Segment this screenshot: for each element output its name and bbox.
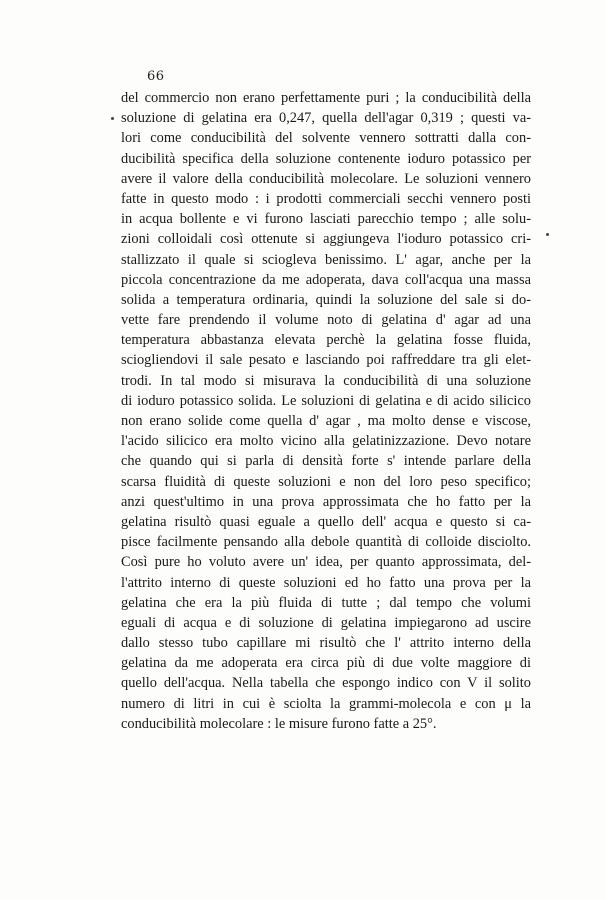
text-line: soluzione di gelatina era 0,247, quella dell'agar 0,319 ; questi va- [121,110,531,127]
text-line: gelatina che era la più fluida di tutte ; dal tempo che volumi [121,594,531,611]
text-line: pisce facilmente pensando alla debole quantità di colloide disciolto. [121,534,531,551]
text-line: anzi quest'ultimo in una prova approssimata che ho fatto per la [121,493,531,510]
text-line: di ioduro potassico solida. Le soluzioni di gelatina e di acido silicico [121,392,531,409]
text-line: che quando qui si parla di densità forte s' intende parlare della [121,453,531,470]
text-line: ducibilità specifica della soluzione contenente ioduro potassico per [121,150,531,167]
text-line: solida a temperatura ordinaria, quindi la soluzione del sale si do- [121,291,531,308]
ink-speck [111,117,114,120]
text-line: zioni colloidali così ottenute si aggiungeva l'ioduro potassico cri- [121,231,531,248]
text-line: quello dell'acqua. Nella tabella che espongo indico con V il solito [121,675,531,692]
body-paragraph [121,88,531,734]
text-line: non erano solide come quella d' agar , ma molto dense e viscose, [121,413,531,429]
text-line: gelatina risultò quasi eguale a quello dell' acqua e questo si ca- [121,513,531,530]
text-line: temperatura abbastanza elevata perchè la gelatina fosse fluida, [121,332,531,349]
text-line: l'attrito interno di queste soluzioni ed ho fatto una prova per la [121,574,531,591]
text-line: dallo stesso tubo capillare mi risultò che l' attrito interno della [121,635,531,652]
text-line: lori come conducibilità del solvente vennero sottratti dalla con- [121,130,531,147]
text-line: conducibilità molecolare : le misure furono fatte a 25°. [121,715,437,732]
page-number: 66 [147,69,165,84]
ink-speck [546,233,549,236]
text-line: in acqua bollente e vi furono lasciati parecchio tempo ; alle solu- [121,211,531,228]
text-line: eguali di acqua e di soluzione di gelatina impiegarono ad uscire [121,614,531,631]
text-line: l'acido silicico era molto vicino alla gelatinizzazione. Devo notare [121,433,531,450]
text-line: vette fare prendendo il volume noto di gelatina d' agar ad una [121,312,531,329]
text-line: sciogliendovi il sale pesato e lasciando poi raffreddare tra gli elet- [121,352,531,369]
text-line: Così pure ho voluto avere un' idea, per quanto approssimata, del- [121,554,531,571]
text-line: del commercio non erano perfettamente puri ; la conducibilità della [121,90,531,106]
text-line: fatte in questo modo : i prodotti commerciali secchi vennero posti [121,190,531,207]
text-line: avere il valore della conducibilità molecolare. Le soluzioni vennero [121,170,531,187]
text-line: stallizzato il quale si sciogleva benissimo. L' agar, anche per la [121,251,531,268]
text-line: scarsa fluidità di queste soluzioni e non del loro peso specifico; [121,473,531,490]
text-line: trodi. In tal modo si misurava la conducibilità di una soluzione [121,372,531,389]
text-line: piccola concentrazione da me adoperata, dava coll'acqua una massa [121,271,531,288]
text-line: numero di litri in cui è sciolta la grammi-molecola e con μ la [121,695,531,712]
text-line: gelatina da me adoperata era circa più di due volte maggiore di [121,655,531,672]
